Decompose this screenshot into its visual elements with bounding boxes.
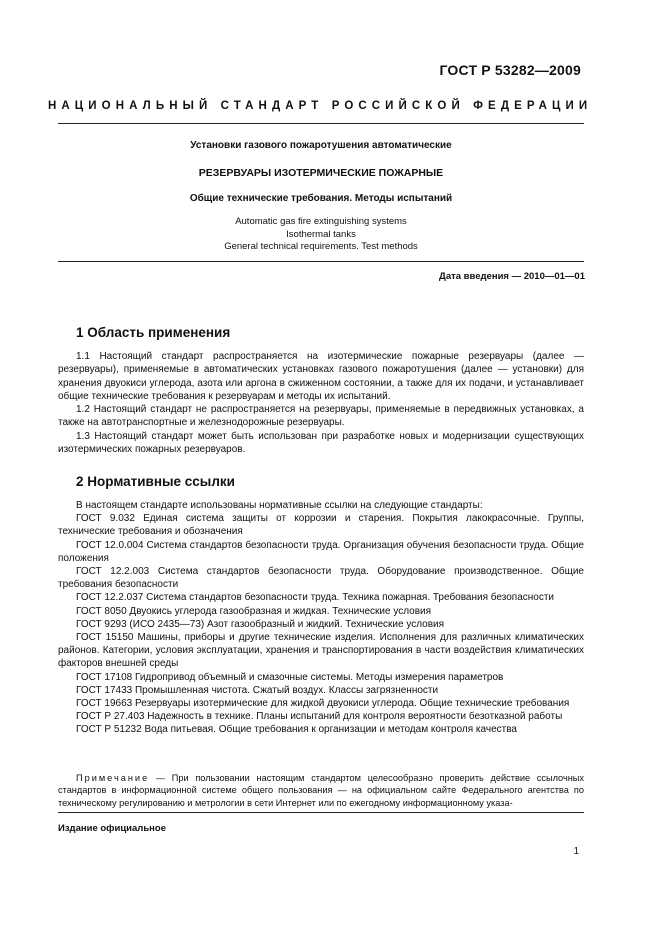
paragraph-1-1: 1.1 Настоящий стандарт распространяется на изотермические пожарные резервуары (далее — резервуары), применяемые в автоматических установках газового пожаротушения (далее — установки) для хранения двуокиси углерода, азота или аргона в сжиженном состоянии, а также для их подачи, и устанавливает общие технические требования к резервуарам и методы их испытаний. xyxy=(58,351,584,402)
reference-item: ГОСТ 9293 (ИСО 2435—73) Азот газообразный и жидкий. Технические условия xyxy=(76,618,445,630)
english-title-line-3: General technical requirements. Test methods xyxy=(224,241,418,252)
reference-item: ГОСТ 19663 Резервуары изотермические для жидкой двуокиси углерода. Общие технические требования xyxy=(76,698,570,710)
section-2-heading: 2 Нормативные ссылки xyxy=(76,474,235,489)
references-intro: В настоящем стандарте использованы нормативные ссылки на следующие стандарты: xyxy=(76,500,483,511)
reference-item: ГОСТ 17433 Промышленная чистота. Сжатый воздух. Классы загрязненности xyxy=(76,684,439,696)
note-text: — При пользовании настоящим стандартом целесообразно проверить действие ссылочных стандартов в информационной системе общего пользования — на официальном сайте Федерального агентства по техническому регулированию и метрологии в сети Интернет или по ежегодному информационному указа- xyxy=(58,773,584,808)
reference-item: ГОСТ 17108 Гидропривод объемный и смазочные системы. Методы измерения параметров xyxy=(76,671,504,683)
note-label: Примечание xyxy=(76,773,150,783)
page-number: 1 xyxy=(573,846,579,857)
reference-item: ГОСТ 12.2.037 Система стандартов безопасности труда. Техника пожарная. Требования безопасности xyxy=(76,592,555,604)
english-title-line-1: Automatic gas fire extinguishing systems xyxy=(235,216,407,227)
divider-top xyxy=(58,123,584,124)
reference-item: ГОСТ 9.032 Единая система защиты от коррозии и старения. Покрытия лакокрасочные. Группы, технические требования и обозначения xyxy=(58,513,584,538)
title-line-1: Установки газового пожаротушения автоматические xyxy=(190,140,452,151)
divider-bottom xyxy=(58,812,584,813)
divider-middle xyxy=(58,261,584,262)
document-code: ГОСТ Р 53282—2009 xyxy=(439,62,581,78)
title-line-2: РЕЗЕРВУАРЫ ИЗОТЕРМИЧЕСКИЕ ПОЖАРНЫЕ xyxy=(198,167,444,179)
official-edition-label: Издание официальное xyxy=(58,823,166,834)
reference-item: ГОСТ Р 27.403 Надежность в технике. Планы испытаний для контроля вероятности безотказной работы xyxy=(76,711,563,723)
title-line-3: Общие технические требования. Методы испытаний xyxy=(189,193,453,204)
reference-item: ГОСТ 8050 Двуокись углерода газообразная и жидкая. Технические условия xyxy=(76,605,432,617)
reference-item: ГОСТ Р 51232 Вода питьевая. Общие требования к организации и методам контроля качества xyxy=(76,724,517,736)
section-1-heading: 1 Область применения xyxy=(76,325,231,340)
introduction-date: Дата введения — 2010—01—01 xyxy=(439,271,585,282)
section-1-body xyxy=(58,350,584,456)
normative-references-list xyxy=(58,499,584,737)
national-standard-heading: НАЦИОНАЛЬНЫЙ СТАНДАРТ РОССИЙСКОЙ ФЕДЕРАЦИИ xyxy=(48,100,593,112)
paragraph-1-2: 1.2 Настоящий стандарт не распространяется на резервуары, применяемые в передвижных установках, а также на автотранспортные и железнодорожные резервуары. xyxy=(58,404,584,429)
reference-item: ГОСТ 12.2.003 Система стандартов безопасности труда. Оборудование производственное. Общие требования безопасности xyxy=(58,566,584,591)
reference-item: ГОСТ 12.0.004 Система стандартов безопасности труда. Организация обучения безопасности труда. Общие положения xyxy=(58,539,584,564)
reference-item: ГОСТ 15150 Машины, приборы и другие технические изделия. Исполнения для различных климатических районов. Категории, условия эксплуатации, хранения и транспортирования в части воздействия климатических факторов внешней среды xyxy=(58,632,584,670)
english-title-line-2: Isothermal tanks xyxy=(286,228,356,240)
paragraph-1-3: 1.3 Настоящий стандарт может быть использован при разработке новых и модернизации существующих изотермических пожарных резервуаров. xyxy=(58,430,584,456)
note-block xyxy=(58,772,584,809)
